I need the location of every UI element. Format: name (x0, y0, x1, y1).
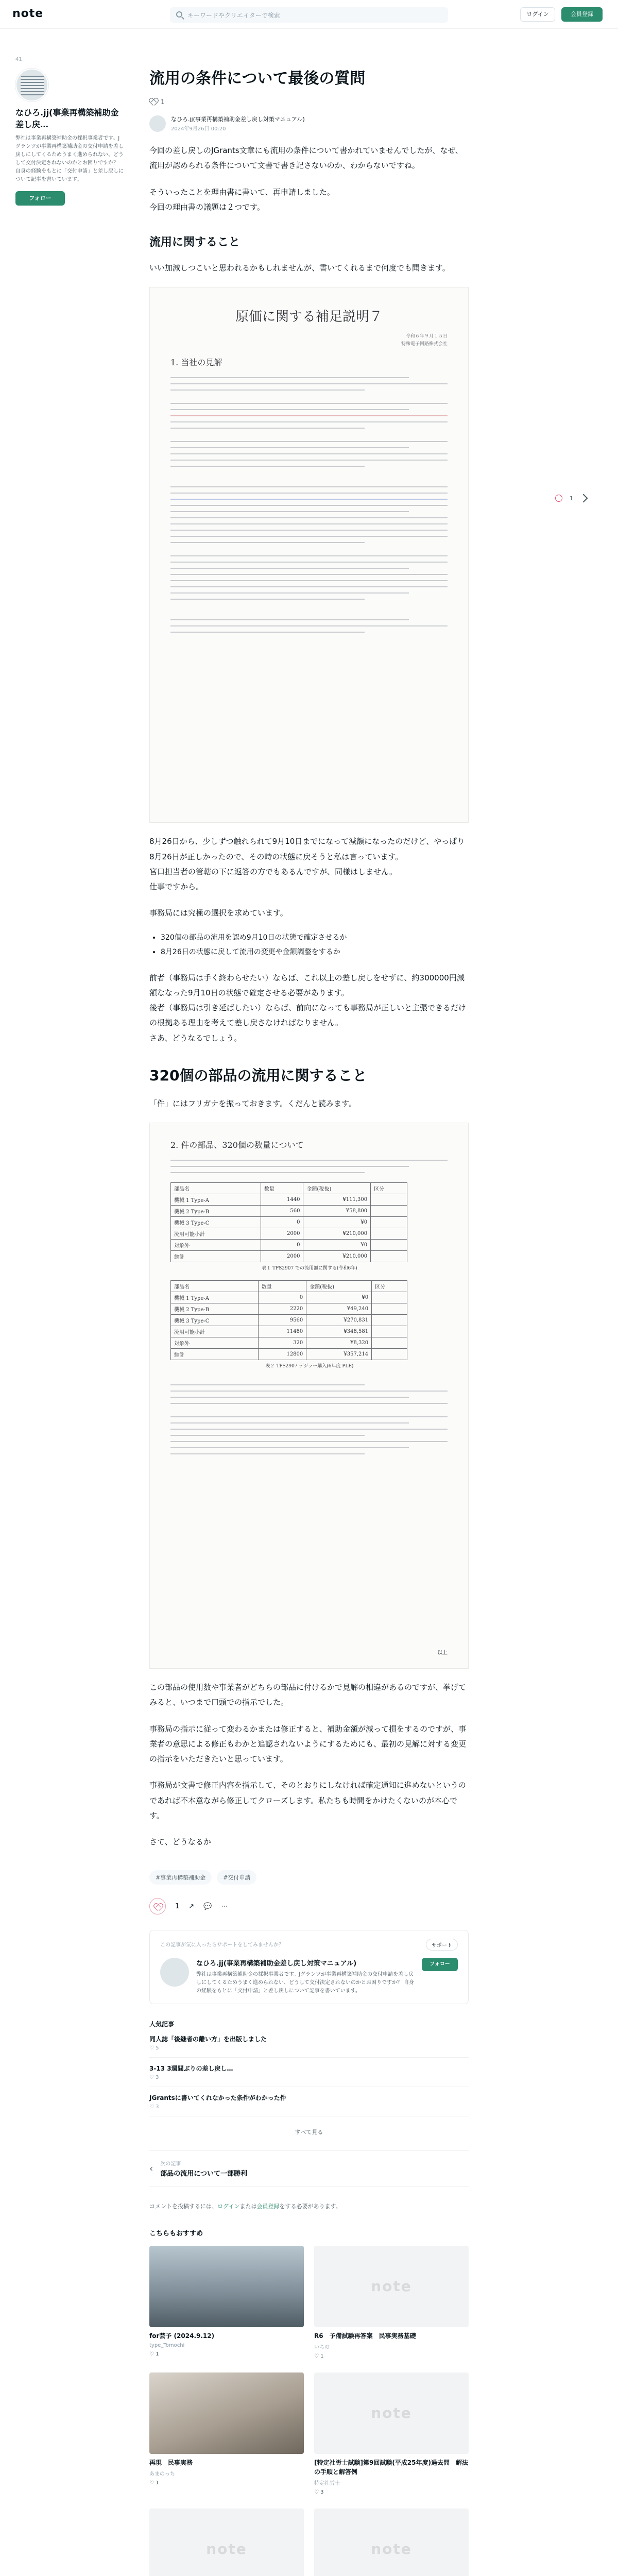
rec-title[interactable]: [特定社労士試験]第9回試験(平成25年度)過去問 解法の手順と解答例 (314, 2459, 468, 2476)
rec-author[interactable]: 特定社労士 (314, 2481, 340, 2487)
popular-title[interactable]: JGrantsに書いてくれなかった条件がわかった件 (149, 2094, 286, 2102)
recs-header: こちらもおすすめ (149, 2230, 203, 2238)
paragraph: 仕事ですから。 (149, 882, 204, 891)
rec-card[interactable] (149, 2509, 304, 2576)
comment-note-text: をする必要があります。 (279, 2203, 341, 2210)
follow-button[interactable]: フォロー (15, 191, 65, 206)
support-button[interactable]: サポート (426, 1939, 458, 1951)
note-watermark: note (206, 2540, 247, 2558)
rec-thumbnail[interactable] (314, 2509, 469, 2576)
paragraph: この部品の使用数や事業者がどちらの部品に付けるかで見解の相違があるのですが、挙げてみると、いつまで口頭での指示でした。 (149, 1683, 467, 1707)
chevron-left-icon: ‹ (149, 2163, 153, 2174)
paragraph: 宮口担当者の管轄の下に返答の方でもあるんですが、同様はしません。 (149, 867, 397, 876)
author-card (149, 1930, 469, 2004)
table-caption: 表１ TPS2907 での流用額に関する(令和6年) (262, 1266, 357, 1271)
popular-meta: ♡ 5 (149, 2045, 159, 2052)
popular-meta: ♡ 3 (149, 2075, 159, 2081)
rec-title[interactable]: 再現 民事実務 (149, 2459, 193, 2467)
search-input[interactable] (170, 7, 448, 23)
paragraph: さあ、どうなるでしょう。 (149, 1033, 242, 1043)
paragraph: 8月26日から、少しずつ触れられて9月10日までになって減額になったのだけど、やっぱり8月26日が正しかったので、その時の状態に戻そうと私は言っています。 (149, 837, 465, 861)
comment-note (149, 2202, 469, 2210)
list-item: • 320個の部品の流用を認め9月10日の状態で確定させるか (161, 930, 469, 945)
scanned-table-image (149, 1123, 469, 1669)
comment-note-text: コメントを投稿するには、 (149, 2203, 217, 2210)
comment-icon[interactable]: 💬 (203, 1902, 212, 1910)
rec-card[interactable] (149, 2372, 304, 2495)
doc-text-lines (170, 377, 448, 633)
paragraph: 前者（事務局は手く終わらせたい）ならば、これ以上の差し戻しをせずに、約300000円減額ななった9月10日の状態で確定させる必要があります。 (149, 973, 465, 997)
recommendations (149, 2228, 469, 2576)
byline-date: 2024年9月26日 00:20 (171, 126, 226, 132)
next-label: 次の記事 (160, 2161, 181, 2167)
popular-header: 人気記事 (149, 2021, 175, 2028)
support-prompt: この記事が気に入ったらサポートをしてみませんか？ (160, 1942, 284, 1948)
doc-text-lines (170, 1384, 448, 1454)
doc-date-line: 令和６年９月１５日 (405, 334, 448, 340)
top-bar (0, 0, 618, 29)
card-author-name[interactable]: なひろ.jj(事業再構築補助金差し戻し対策マニュアル) (196, 1960, 357, 1968)
rec-likes: ♡ 1 (314, 2353, 324, 2360)
rec-card[interactable] (314, 2246, 469, 2359)
author-name[interactable]: なひろ.jj(事業再構築補助金差し戻… (15, 108, 119, 130)
popular-articles (149, 2020, 469, 2136)
next-title[interactable]: 部品の流用について一部勝利 (160, 2170, 247, 2178)
rec-thumbnail[interactable] (149, 2509, 304, 2576)
login-button[interactable]: ログイン (520, 7, 555, 22)
rec-likes: ♡ 1 (149, 2480, 159, 2486)
doc-heading: 1. 当社の見解 (170, 358, 222, 368)
search-icon (176, 11, 182, 18)
like-summary (149, 98, 469, 106)
rec-card[interactable] (149, 2246, 304, 2359)
list-item: • 8月26日の状態に戻して流用の変更や金額調整をするか (161, 945, 469, 959)
share-icon[interactable]: ↗ (188, 1902, 195, 1910)
heart-icon[interactable] (149, 98, 158, 106)
article-title: 流用の条件について最後の質問 (149, 70, 366, 88)
doc-text-lines (170, 1160, 448, 1173)
doc-heading: 2. 件の部品、320個の数量について (170, 1140, 304, 1150)
card-follow-button[interactable]: フォロー (422, 1958, 458, 1971)
parts-table-1: 部品名 数量 金額(税抜) 区分 機械 1 Type-A 1440 ¥111,300 機械 2 Type-B 560 ¥58,800 機械 3 Type-C 0 ¥0 流用可能小計 2000 ¥210,000 対象外 0 ¥0 総計 2000 ¥210,000 (170, 1182, 407, 1262)
popular-title[interactable]: 同人誌「後継者の離い方」を出版しました (149, 2036, 267, 2043)
like-count: 1 (175, 1902, 180, 1910)
card-author-desc: 弊社は事業再構築補助金の採択事業者です。Jグランツが事業再構築補助金の交付申請を差し戻しにしてくるためうまく進められない、どうして交付決定されないのかとお困りですか？ 自身の経験をもとに「交付申請」と差し戻しについて記事を書いています。 (196, 1972, 415, 1994)
byline-author[interactable]: なひろ.jj(事業再構築補助金差し戻し対策マニュアル) (171, 116, 305, 123)
article-actions (149, 1898, 469, 1914)
list-item[interactable] (149, 2028, 469, 2058)
share-icon[interactable] (579, 494, 588, 503)
hashtag[interactable]: #事業再構築補助金 (149, 1870, 212, 1885)
author-sidebar (15, 57, 124, 206)
note-logo[interactable]: note (12, 7, 44, 20)
comment-signup-link[interactable]: 会員登録 (256, 2203, 280, 2210)
like-button[interactable] (149, 1898, 166, 1914)
card-avatar[interactable] (160, 1958, 189, 1987)
rec-author[interactable]: いちの (314, 2345, 330, 2351)
doc-title: 原価に関する補足説明７ (235, 309, 383, 325)
byline (149, 115, 469, 132)
rec-thumbnail[interactable] (314, 2372, 469, 2454)
intro-paragraph: そういったことを理由書に書いて、再申請しました。 (149, 187, 335, 197)
byline-avatar[interactable] (149, 115, 166, 132)
intro-paragraph: 今回の理由書の議題は２つです。 (149, 202, 265, 212)
rec-card[interactable] (314, 2509, 469, 2576)
author-description: 弊社は事業再構築補助金の採択事業者です。Jグランツが事業再構築補助金の交付申請を差し戻しにしてくるためうまく進められない、どうして交付決定されないのかとお困りですか？ 自身の経験をもとに「交付申請」と差し戻しについて記事を書いています。 (15, 135, 124, 183)
table-caption: 表２ TPS2907 デジラー購入(6年度 PLE) (265, 1364, 354, 1369)
popular-meta: ♡ 3 (149, 2104, 159, 2110)
list-item[interactable] (149, 2058, 469, 2087)
like-count: 1 (570, 495, 573, 502)
article-main (149, 67, 469, 2576)
intro-paragraph: 今回の差し戻しのJGrants文章にも流用の条件について書かれていませんでしたが、なぜ、流用が認められる条件について文書で書き記さないのか、わからないですね。 (149, 146, 463, 171)
choice-list (149, 930, 469, 959)
rec-title[interactable]: for芸予 (2024.9.12) (149, 2332, 215, 2340)
scanned-document-image (149, 287, 469, 823)
section-heading: 流用に関すること (149, 236, 241, 249)
rec-title[interactable]: R6 予備試験再答案 民事実務基礎 (314, 2332, 416, 2340)
note-watermark: note (371, 2278, 412, 2295)
search-placeholder: キーワードやクリエイターで検索 (187, 11, 280, 19)
paragraph: 後者（事務局は引き延ばしたい）ならば、前向になっても事務局が正しいと主張できるだけの根拠ある理由を考えて差し戻さなければなりません。 (149, 1003, 467, 1028)
doc-date (401, 333, 448, 348)
hashtag[interactable]: #交付申請 (217, 1870, 256, 1885)
rec-likes: ♡ 3 (314, 2489, 324, 2496)
comment-note-text: または (239, 2203, 257, 2210)
see-all-link[interactable]: すべて見る (295, 2129, 323, 2136)
author-avatar[interactable] (15, 69, 48, 101)
rec-card[interactable] (314, 2372, 469, 2495)
rec-likes: ♡ 1 (149, 2351, 159, 2358)
comment-login-link[interactable]: ログイン (217, 2203, 240, 2210)
section-heading: 320個の部品の流用に関すること (149, 1066, 367, 1084)
paragraph: 事務局の指示に従って変わるかまたは修正すると、補助金額が減って損をするのですが、事業者の意思による修正もわかと追認されないようにするためにも、最初の見解に対する変更の指示をいただきたいと思っています。 (149, 1724, 467, 1764)
list-item[interactable] (149, 2087, 469, 2116)
paragraph: 事務局が文書で修正内容を指示して、そのとおりにしなければ確定通知に進めないというのであれば不本意ながら修正してクローズします。私たちも時間をかけたくないのが本心です。 (149, 1781, 466, 1820)
note-watermark: note (371, 2540, 412, 2558)
rec-author[interactable]: type_Tomochi (149, 2343, 185, 2349)
like-count: 1 (161, 98, 165, 106)
rec-thumbnail[interactable] (314, 2246, 469, 2327)
sidebar-counter: 41 (15, 57, 22, 62)
note-watermark: note (371, 2404, 412, 2422)
hashtag-list (149, 1870, 469, 1885)
doc-end-mark: 以上 (437, 1650, 448, 1656)
parts-table-2: 部品名 数量 金額(税抜) 区分 機械 1 Type-A 0 ¥0 機械 2 Type-B 2220 ¥49,240 機械 3 Type-C 9560 ¥270,831 流用可能小計 11480 ¥348,581 対象外 320 ¥8,320 総計 12800 ¥357,214 (170, 1280, 407, 1360)
paragraph: いい加減しつこいと思われるかもしれませんが、書いてくれるまで何度でも聞きます。 (149, 263, 450, 273)
floating-action-bar (555, 495, 587, 502)
rec-thumbnail[interactable] (149, 2372, 304, 2454)
paragraph: さて、どうなるか (149, 1837, 211, 1846)
more-icon[interactable]: ⋯ (221, 1902, 228, 1910)
paragraph: 「件」にはフリガナを振っておきます。くだんと読みます。 (149, 1098, 356, 1108)
heart-icon (154, 1904, 162, 1911)
rec-author[interactable]: あまのっち (149, 2471, 175, 2478)
paragraph: 事務局には究極の選択を求めています。 (149, 908, 288, 918)
next-article-link[interactable] (149, 2150, 469, 2187)
like-icon[interactable] (555, 495, 562, 502)
signup-button[interactable]: 会員登録 (561, 7, 603, 22)
rec-thumbnail[interactable] (149, 2246, 304, 2327)
doc-company-line: 特殊電子回路株式会社 (401, 341, 448, 347)
popular-title[interactable]: 3-13 3週間ぶりの差し戻し… (149, 2065, 233, 2073)
